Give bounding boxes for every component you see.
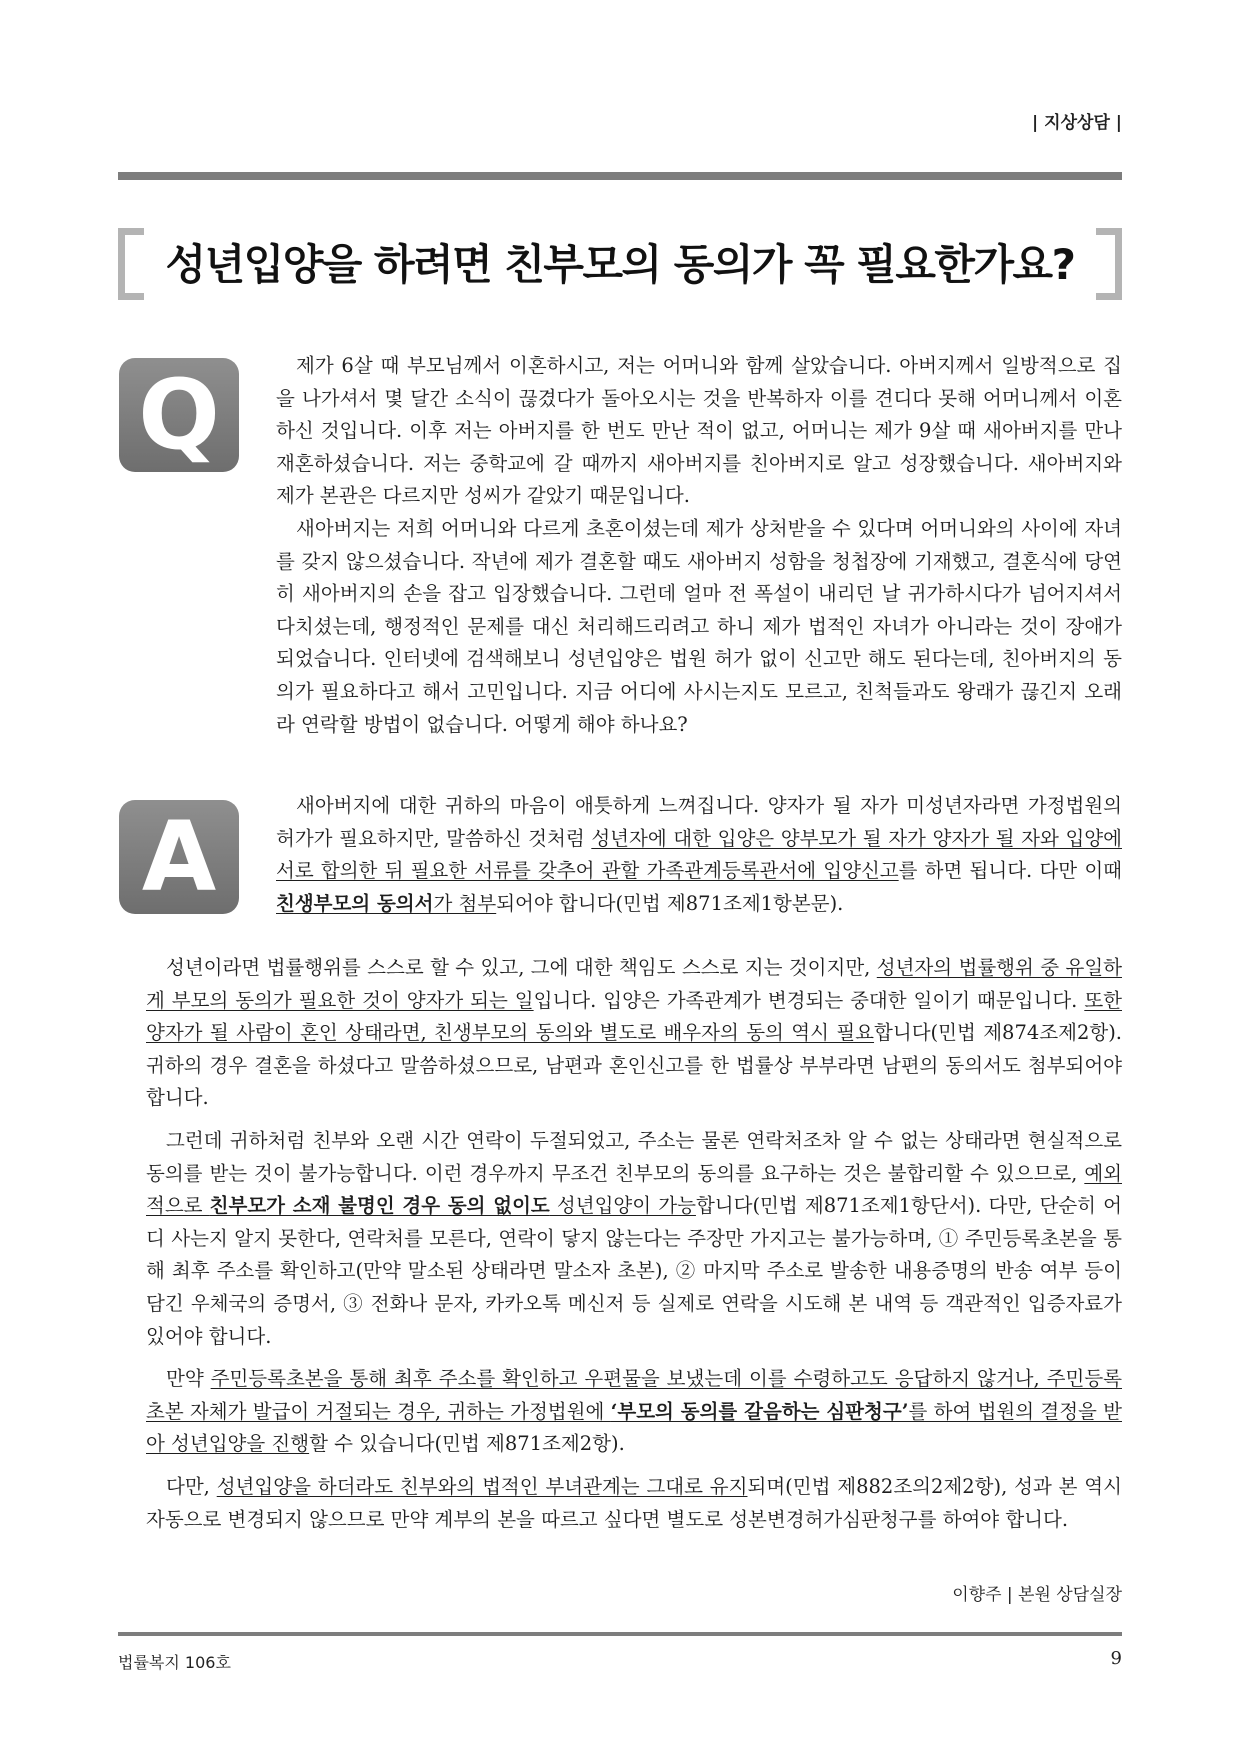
text-run: 새아버지에 대한 귀하의 마음이 애틋하게 느껴집니다. 양자가 될 자가 미성년자라면 가정법원의 허가가 필요하지만, 말씀하신 것처럼	[276, 794, 1122, 850]
bottom-divider	[118, 1632, 1122, 1636]
answer-intro	[276, 790, 1122, 920]
text-run: 되어야 합니다(민법 제871조제1항본문).	[496, 891, 844, 915]
text-run: 입니다. 입양은 가족관계가 변경되는 중대한 일이기 때문입니다.	[533, 988, 1085, 1012]
page-number: 9	[1110, 1648, 1122, 1669]
answer-icon: A	[119, 800, 239, 914]
text-run: 되며(민법 제882조의2제2항), 성과 본 역시 자동으로 변경되지 않으므로 만약 계부의 본을 따르고 싶다면 별도로 성본변경허가심판청구를 하여야 합니다.	[146, 1474, 1122, 1531]
text-run: 주민등록초본을 통해 최후 주소를 확인하고 우편물을 보냈는데 이를 수령하고도 응답하지 않거나, 주민등록초본 자체가 발급이 거절되는 경우, 귀하는 가정법원에	[146, 1367, 1122, 1423]
underlined-text	[146, 1367, 1122, 1455]
text-run: 그런데 귀하처럼 친부와 오랜 시간 연락이 두절되었고, 주소는 물론 연락처조차 알 수 없는 상태라면 현실적으로 동의를 받는 것이 불가능합니다. 이런 경우까지 무조건 친부모의 동의를 요구하는 것은 불합리할 수 있으므로,	[146, 1128, 1122, 1185]
underlined-text: 성년자에 대한 입양은 양부모가 될 자가 양자가 될 자와 입양에 서로 합의한 뒤 필요한 서류를 갖추어 관할 가족관계등록관서에 입양신고	[276, 826, 1122, 883]
question-paragraph: 새아버지는 저희 어머니와 다르게 초혼이셨는데 제가 상처받을 수 있다며 어머니와의 사이에 자녀를 갖지 않으셨습니다. 작년에 제가 결혼할 때도 새아버지 성함을 청첩장에 기재했고, 결혼식에 당연히 새아버지의 손을 잡고 입장했습니다. 그런데 얼마 전 폭설이 내리던 날 귀가하시다가 넘어지셔서 다치셨는데, 행정적인 문제를 대신 처리해드리려고 하니 제가 법적인 자녀가 아니라는 것이 장애가 되었습니다. 인터넷에 검색해보니 성년입양은 법원 허가 없이 신고만 해도 된다는데, 친아버지의 동의가 필요하다고 해서 고민입니다. 지금 어디에 사시는지도 모르고, 친척들과도 왕래가 끊긴지 오래라 연락할 방법이 없습니다. 어떻게 해야 하나요?	[276, 516, 1122, 736]
text-run: 성년이라면 법률행위를 스스로 할 수 있고, 그에 대한 책임도 스스로 지는 것이지만,	[166, 956, 877, 979]
text-run: 다만,	[166, 1474, 217, 1498]
publication-name: 법률복지 106호	[118, 1653, 231, 1672]
text-run: 만약	[166, 1367, 211, 1391]
text-run: 를 하여 법원의 결정을 받아 성년입양을 진행	[146, 1399, 1122, 1456]
underlined-text: 성년자의 법률행위 중 유일하게 부모의 동의가 필요한 것이 양자가 되는 일	[146, 956, 1122, 1012]
question-text	[276, 350, 1122, 741]
underlined-text	[276, 892, 496, 915]
title-bracket-left	[118, 228, 144, 300]
author-credit: 이향주 | 본원 상담실장	[952, 1585, 1122, 1605]
question-paragraph: 제가 6살 때 부모님께서 이혼하시고, 저는 어머니와 함께 살았습니다. 아버지께서 일방적으로 집을 나가셔서 몇 달간 소식이 끊겼다가 돌아오시는 것을 반복하자 이를 견디다 못해 어머니께서 이혼하신 것입니다. 이후 저는 아버지를 한 번도 만난 적이 없고, 어머니는 제가 9살 때 새아버지를 만나 재혼하셨습니다. 저는 중학교에 갈 때까지 새아버지를 친아버지로 알고 성장했습니다. 새아버지와 제가 본관은 다르지만 성씨가 같았기 때문입니다.	[276, 354, 1122, 508]
bold-text: ‘부모의 동의를 갈음하는 심판청구’	[610, 1399, 909, 1423]
answer-paragraph	[146, 952, 1122, 1115]
text-run: 가 첨부	[433, 891, 497, 915]
answer-paragraph	[146, 1471, 1122, 1536]
underlined-text: 또한 양자가 될 사람이 혼인 상태라면, 친생부모의 동의와 별도로 배우자의 동의 역시 필요	[146, 988, 1122, 1045]
text-run: 예외적으로	[146, 1161, 1122, 1218]
underlined-text: 성년입양을 하더라도 친부와의 법적인 부녀관계는 그대로 유지	[216, 1474, 748, 1498]
answer-paragraph	[146, 1363, 1122, 1461]
text-run: 합니다(민법 제871조제1항단서). 다만, 단순히 어디 사는지 알지 못한다, 연락처를 모른다, 연락이 닿지 않는다는 주장만 가지고는 불가능하며, ① 주민등록초본을 통해 최후 주소를 확인하고(만약 말소된 상태라면 말소자 초본), ② 마지막 주소로 발송한 내용증명의 반송 여부 등이 담긴 우체국의 증명서, ③ 전화나 문자, 카카오톡 메신저 등 실제로 연락을 시도해 본 내역 등 객관적인 입증자료가 있어야 합니다.	[146, 1194, 1123, 1348]
text-run: 를 하면 됩니다. 다만 이때	[898, 859, 1122, 883]
bold-text: 친부모가 소재 불명인 경우 동의 없이도	[209, 1194, 550, 1218]
page-title: 성년입양을 하려면 친부모의 동의가 꼭 필요한가요?	[165, 240, 1075, 289]
bold-text: 친생부모의 동의서	[276, 891, 434, 915]
question-icon: Q	[119, 358, 239, 472]
section-label: | 지상상담 |	[1032, 113, 1122, 133]
text-run: 할 수 있습니다(민법 제871조제2항).	[309, 1432, 625, 1456]
text-run: 합니다(민법 제874조제2항). 귀하의 경우 결혼을 하셨다고 말씀하셨으므로, 남편과 혼인신고를 한 법률상 부부라면 남편의 동의서도 첨부되어야 합니다.	[146, 1021, 1123, 1110]
answer-paragraph	[276, 790, 1122, 920]
title-bracket-right	[1096, 228, 1122, 300]
answer-paragraph	[146, 1125, 1122, 1353]
answer-body	[146, 952, 1122, 1546]
text-run: 성년입양이 가능	[549, 1194, 696, 1218]
top-divider	[118, 172, 1122, 180]
